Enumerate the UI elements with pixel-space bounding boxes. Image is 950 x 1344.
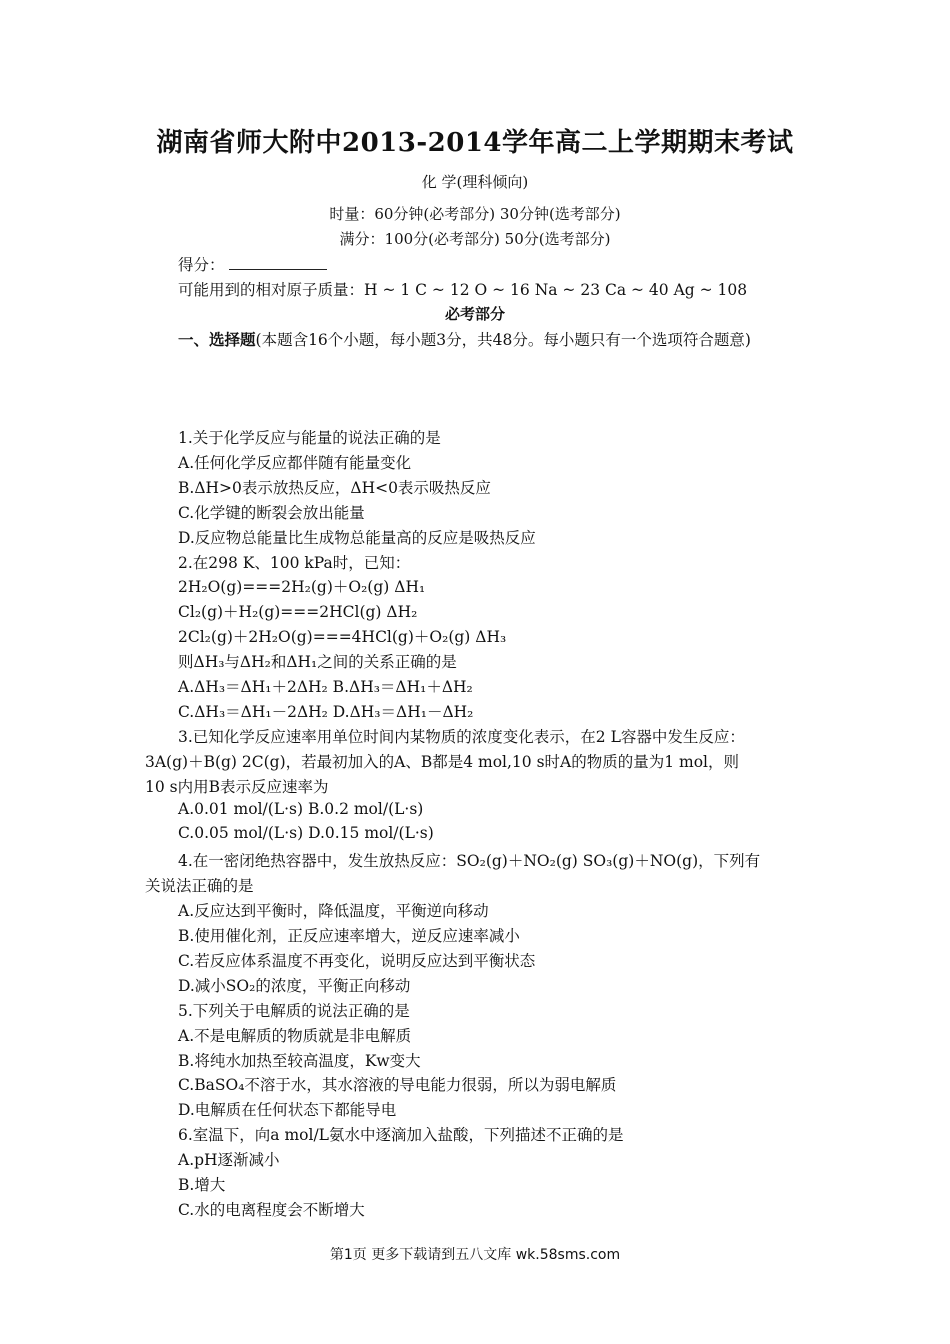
question-line: A.ΔH₃＝ΔH₁＋2ΔH₂ B.ΔH₃＝ΔH₁＋ΔH₂ bbox=[178, 678, 473, 696]
question-line: A.pH逐渐减小 bbox=[178, 1151, 280, 1170]
question-line: C.ΔH₃＝ΔH₁－2ΔH₂ D.ΔH₃＝ΔH₁－ΔH₂ bbox=[178, 702, 474, 721]
question-line: 3.已知化学反应速率用单位时间内某物质的浓度变化表示，在2 L容器中发生反应： bbox=[178, 727, 745, 746]
time-line: 时量：60分钟(必考部分) 30分钟(选考部分) bbox=[329, 205, 621, 223]
section-heading-line bbox=[178, 328, 751, 350]
question-line: B.ΔH>0表示放热反应，ΔH<0表示吸热反应 bbox=[178, 478, 491, 497]
question-line: 4.在一密闭绝热容器中，发生放热反应：SO₂(g)＋NO₂(g) SO₃(g)＋NO(g)，下列有 bbox=[178, 852, 761, 871]
question-line: A.任何化学反应都伴随有能量变化 bbox=[178, 453, 412, 472]
question-line: C.水的电离程度会不断增大 bbox=[178, 1200, 365, 1219]
question-line: 6.室温下，向a mol/L氨水中逐滴加入盐酸，下列描述不正确的是 bbox=[178, 1126, 624, 1145]
question-line: 2H₂O(g)===2H₂(g)＋O₂(g) ΔH₁ bbox=[178, 578, 426, 597]
score-blank bbox=[229, 253, 327, 270]
exam-subtitle: 化 学(理科倾向) bbox=[421, 173, 529, 191]
question-line: C.化学键的断裂会放出能量 bbox=[178, 503, 365, 522]
exam-title: 湖南省师大附中2013-2014学年高二上学期期末考试 bbox=[156, 128, 794, 158]
question-line: 1.关于化学反应与能量的说法正确的是 bbox=[178, 429, 441, 447]
full-score-line: 满分：100分(必考部分) 50分(选考部分) bbox=[339, 230, 611, 248]
question-line: D.电解质在任何状态下都能导电 bbox=[178, 1101, 397, 1120]
question-line: 5.下列关于电解质的说法正确的是 bbox=[178, 1001, 410, 1020]
question-line: B.增大 bbox=[178, 1176, 226, 1194]
question-line: 关说法正确的是 bbox=[145, 877, 254, 896]
question-line: 则ΔH₃与ΔH₂和ΔH₁之间的关系正确的是 bbox=[178, 653, 457, 672]
question-line: C.BaSO₄不溶于水，其水溶液的导电能力很弱，所以为弱电解质 bbox=[178, 1076, 617, 1095]
question-line: C.若反应体系温度不再变化，说明反应达到平衡状态 bbox=[178, 951, 536, 970]
question-line: D.减小SO₂的浓度，平衡正向移动 bbox=[178, 976, 411, 995]
question-line: A.0.01 mol/(L·s) B.0.2 mol/(L·s) bbox=[178, 799, 424, 818]
question-line: Cl₂(g)＋H₂(g)===2HCl(g) ΔH₂ bbox=[178, 603, 418, 622]
question-line: C.0.05 mol/(L·s) D.0.15 mol/(L·s) bbox=[178, 824, 434, 843]
question-line: D.反应物总能量比生成物总能量高的反应是吸热反应 bbox=[178, 528, 536, 547]
question-line: B.将纯水加热至较高温度，Kw变大 bbox=[178, 1051, 421, 1070]
question-line: 2Cl₂(g)＋2H₂O(g)===4HCl(g)＋O₂(g) ΔH₃ bbox=[178, 628, 507, 647]
question-line: 2.在298 K、100 kPa时，已知： bbox=[178, 553, 411, 572]
question-line: 10 s内用B表示反应速率为 bbox=[145, 777, 329, 796]
section-heading: 一、选择题 bbox=[178, 330, 256, 349]
page-footer: 第1页 更多下载请到五八文库 wk.58sms.com bbox=[329, 1247, 621, 1263]
score-field bbox=[178, 253, 327, 275]
question-line: A.反应达到平衡时，降低温度，平衡逆向移动 bbox=[178, 902, 489, 921]
question-line: 3A(g)＋B(g) 2C(g)，若最初加入的A、B都是4 mol,10 s时A的物质的量为1 mol，则 bbox=[145, 752, 740, 771]
question-line: B.使用催化剂，正反应速率增大，逆反应速率减小 bbox=[178, 927, 520, 945]
question-line: A.不是电解质的物质就是非电解质 bbox=[178, 1026, 412, 1045]
score-label: 得分： bbox=[178, 256, 225, 274]
atomic-masses-line: 可能用到的相对原子质量：H ~ 1 C ~ 12 O ~ 16 Na ~ 23 Ca ~ 40 Ag ~ 108 bbox=[178, 281, 748, 299]
section-required: 必考部分 bbox=[444, 305, 505, 323]
section-note: (本题含16个小题，每小题3分，共48分。每小题只有一个选项符合题意) bbox=[255, 331, 751, 349]
